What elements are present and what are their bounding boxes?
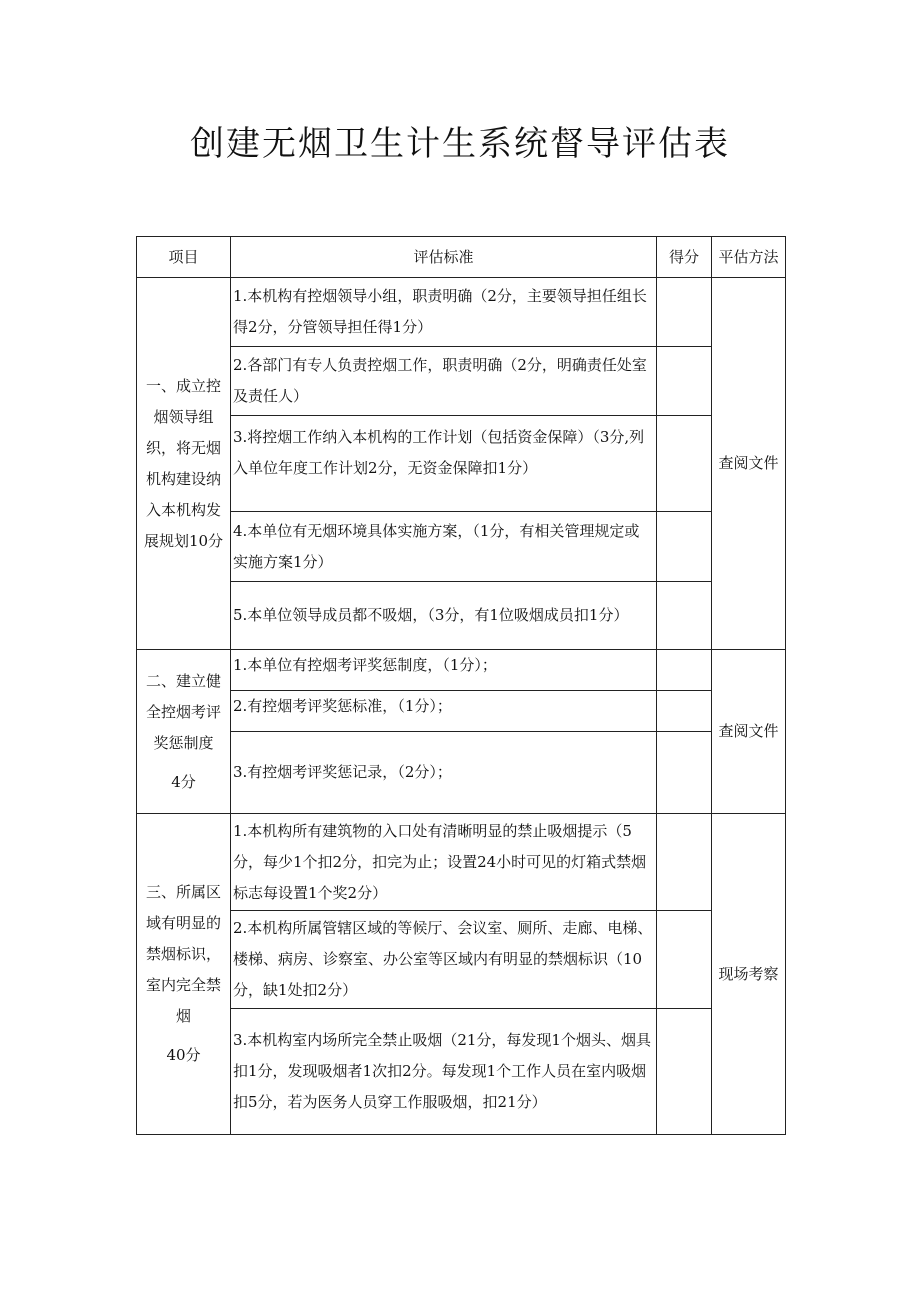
table-row — [137, 814, 786, 911]
evaluation-table — [136, 236, 786, 1135]
table-row — [137, 732, 786, 814]
section-2-criterion-2: 2.有控烟考评奖惩标准，（1分）； — [231, 691, 657, 732]
score-cell — [657, 732, 712, 814]
section-1-criterion-2: 2.各部门有专人负责控烟工作，职责明确（2分，明确责任处室及责任人） — [231, 347, 657, 416]
section-3-item-text: 三、所属区域有明显的禁烟标识，室内完全禁烟 — [145, 883, 221, 1025]
section-2-method: 查阅文件 — [712, 650, 786, 814]
table-row — [137, 650, 786, 691]
section-2-criterion-1: 1.本单位有控烟考评奖惩制度，（1分）； — [231, 650, 657, 691]
section-2-item-text: 二、建立健全控烟考评奖惩制度 — [145, 671, 221, 752]
score-cell — [657, 691, 712, 732]
header-item: 项目 — [137, 237, 231, 278]
table-row — [137, 911, 786, 1009]
table-row — [137, 347, 786, 416]
page-title: 创建无烟卫生计生系统督导评估表 — [190, 124, 730, 164]
section-1-criterion-3: 3.将控烟工作纳入本机构的工作计划（包括资金保障）（3分,列入单位年度工作计划2分，无资金保障扣1分） — [231, 416, 657, 512]
score-cell — [657, 650, 712, 691]
section-1-criterion-1: 1.本机构有控烟领导小组，职责明确（2分，主要领导担任组长得2分，分管领导担任得1分） — [231, 278, 657, 347]
section-3-criterion-1: 1.本机构所有建筑物的入口处有清晰明显的禁止吸烟提示（5分，每少1个扣2分，扣完为止；设置24小时可见的灯箱式禁烟标志每设置1个奖2分） — [231, 814, 657, 911]
section-1-method: 查阅文件 — [712, 278, 786, 650]
score-cell — [657, 278, 712, 347]
score-cell — [657, 582, 712, 650]
section-1-item: 一、成立控烟领导组织，将无烟机构建设纳入本机构发展规划10分 — [137, 278, 231, 650]
header-method: 平估方法 — [712, 237, 786, 278]
section-3-criterion-3: 3.本机构室内场所完全禁止吸烟（21分，每发现1个烟头、烟具扣1分，发现吸烟者1次扣2分。每发现1个工作人员在室内吸烟扣5分，若为医务人员穿工作服吸烟，扣21分） — [231, 1009, 657, 1135]
section-3-item-score: 40分 — [166, 1046, 201, 1064]
table-row — [137, 691, 786, 732]
table-row — [137, 278, 786, 347]
score-cell — [657, 512, 712, 582]
section-2-item-score: 4分 — [171, 772, 196, 791]
section-3-criterion-2: 2.本机构所属管辖区域的等候厅、会议室、厕所、走廊、电梯、楼梯、病房、诊察室、办公室等区域内有明显的禁烟标识（10分，缺1处扣2分） — [231, 911, 657, 1009]
table-row — [137, 582, 786, 650]
table-row — [137, 512, 786, 582]
score-cell — [657, 911, 712, 1009]
header-criteria: 评估标准 — [231, 237, 657, 278]
section-1-criterion-4: 4.本单位有无烟环境具体实施方案，（1分，有相关管理规定或实施方案1分） — [231, 512, 657, 582]
score-cell — [657, 347, 712, 416]
section-1-criterion-5: 5.本单位领导成员都不吸烟，（3分，有1位吸烟成员扣1分） — [231, 582, 657, 650]
section-2-criterion-3: 3.有控烟考评奖惩记录，（2分）； — [231, 732, 657, 814]
section-2-item — [137, 650, 231, 814]
score-cell — [657, 416, 712, 512]
table-header-row — [137, 237, 786, 278]
section-3-method: 现场考察 — [712, 814, 786, 1135]
table-row — [137, 416, 786, 512]
score-cell — [657, 814, 712, 911]
table-row — [137, 1009, 786, 1135]
score-cell — [657, 1009, 712, 1135]
header-score: 得分 — [657, 237, 712, 278]
section-3-item — [137, 814, 231, 1135]
